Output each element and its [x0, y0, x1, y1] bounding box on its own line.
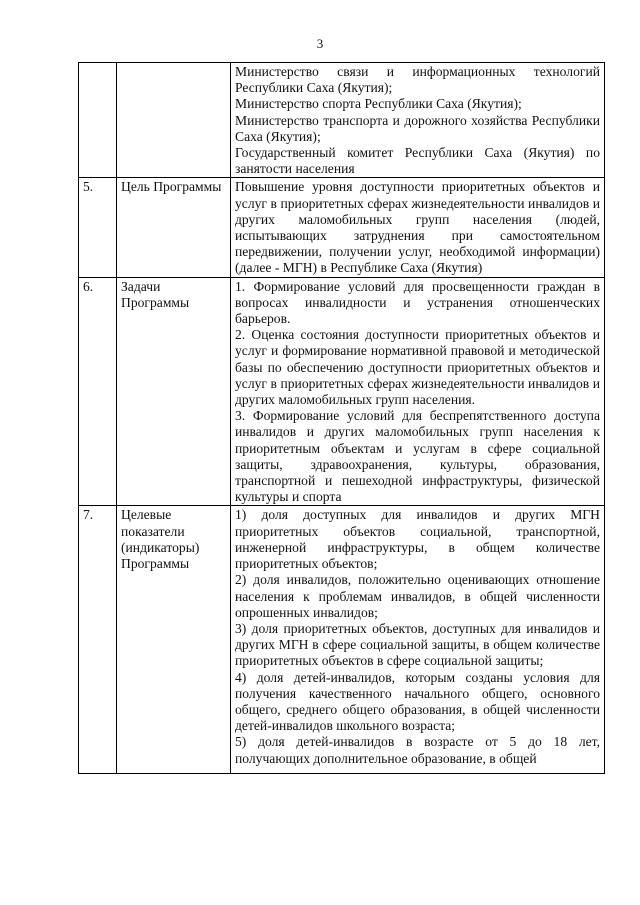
row-name: Цель Программы	[117, 178, 231, 277]
table-row	[79, 277, 605, 506]
content-paragraph: 1) доля доступных для инвалидов и других МГН приоритетных объектов социальной, транспортной, инженерной инфраструктуры, в общем количестве приоритетных объектов;	[235, 507, 600, 572]
content-paragraph: 2. Оценка состояния доступности приоритетных объектов и услуг и формирование нормативной правовой и методической базы по обеспечению доступности приоритетных объектов и услуг в приоритетных сферах жизнедеятельности инвалидов и других маломобильных групп населения.	[235, 327, 600, 408]
content-paragraph: 2) доля инвалидов, положительно оценивающих отношение населения к проблемам инвалидов, в общей численности опрошенных инвалидов;	[235, 572, 600, 620]
page-number: 3	[316, 36, 324, 51]
content-paragraph: Министерство связи и информационных технологий Республики Саха (Якутия);	[235, 64, 600, 96]
row-number	[79, 63, 117, 178]
content-paragraph: 4) доля детей-инвалидов, которым созданы условия для получения качественного начального общего, основного общего, среднего общего образования, в общей численности детей-инвалидов школьного возраста;	[235, 669, 600, 734]
row-number: 5.	[79, 178, 117, 277]
content-paragraph: 3) доля приоритетных объектов, доступных для инвалидов и других МГН в сфере социальной защиты, в общем количестве приоритетных объектов в сфере социальной защиты;	[235, 620, 600, 669]
row-content	[231, 506, 605, 774]
row-name	[117, 63, 231, 178]
content-paragraph: 1. Формирование условий для просвещенности граждан в вопросах инвалидности и устранения отношенческих барьеров.	[235, 278, 600, 327]
row-number: 6.	[79, 277, 117, 506]
row-name: Задачи Программы	[117, 277, 231, 506]
row-content	[231, 277, 605, 506]
program-passport-table	[78, 62, 605, 774]
row-content	[231, 63, 605, 178]
content-paragraph: 3. Формирование условий для беспрепятственного доступа инвалидов и других маломобильных групп населения к приоритетным объектам и услугам в сфере социальной защиты, здравоохранения, культуры, образования, транспортной и пешеходной инфраструктуры, физической культуры и спорта	[235, 408, 600, 505]
content-paragraph: Министерство транспорта и дорожного хозяйства Республики Саха (Якутия);	[235, 112, 600, 144]
content-paragraph: Государственный комитет Республики Саха (Якутия) по занятости населения	[235, 145, 600, 177]
row-name: Целевые показатели (индикаторы) Программы	[117, 506, 231, 774]
content-paragraph: 5) доля детей-инвалидов в возрасте от 5 до 18 лет, получающих дополнительное образование, в общей	[235, 734, 600, 766]
table-row	[79, 178, 605, 277]
table-row	[79, 506, 605, 774]
content-paragraph: Повышение уровня доступности приоритетных объектов и услуг в приоритетных сферах жизнедеятельности инвалидов и других маломобильных групп населения (людей, испытывающих затруднения при самостоятельном передвижении, получении услуг, необходимой информации) (далее - МГН) в Республике Саха (Якутия)	[235, 179, 600, 276]
content-paragraph: Министерство спорта Республики Саха (Якутия);	[235, 96, 522, 112]
row-content	[231, 178, 605, 277]
content-continues	[235, 507, 600, 773]
row-number: 7.	[79, 506, 117, 774]
table-row	[79, 63, 605, 178]
